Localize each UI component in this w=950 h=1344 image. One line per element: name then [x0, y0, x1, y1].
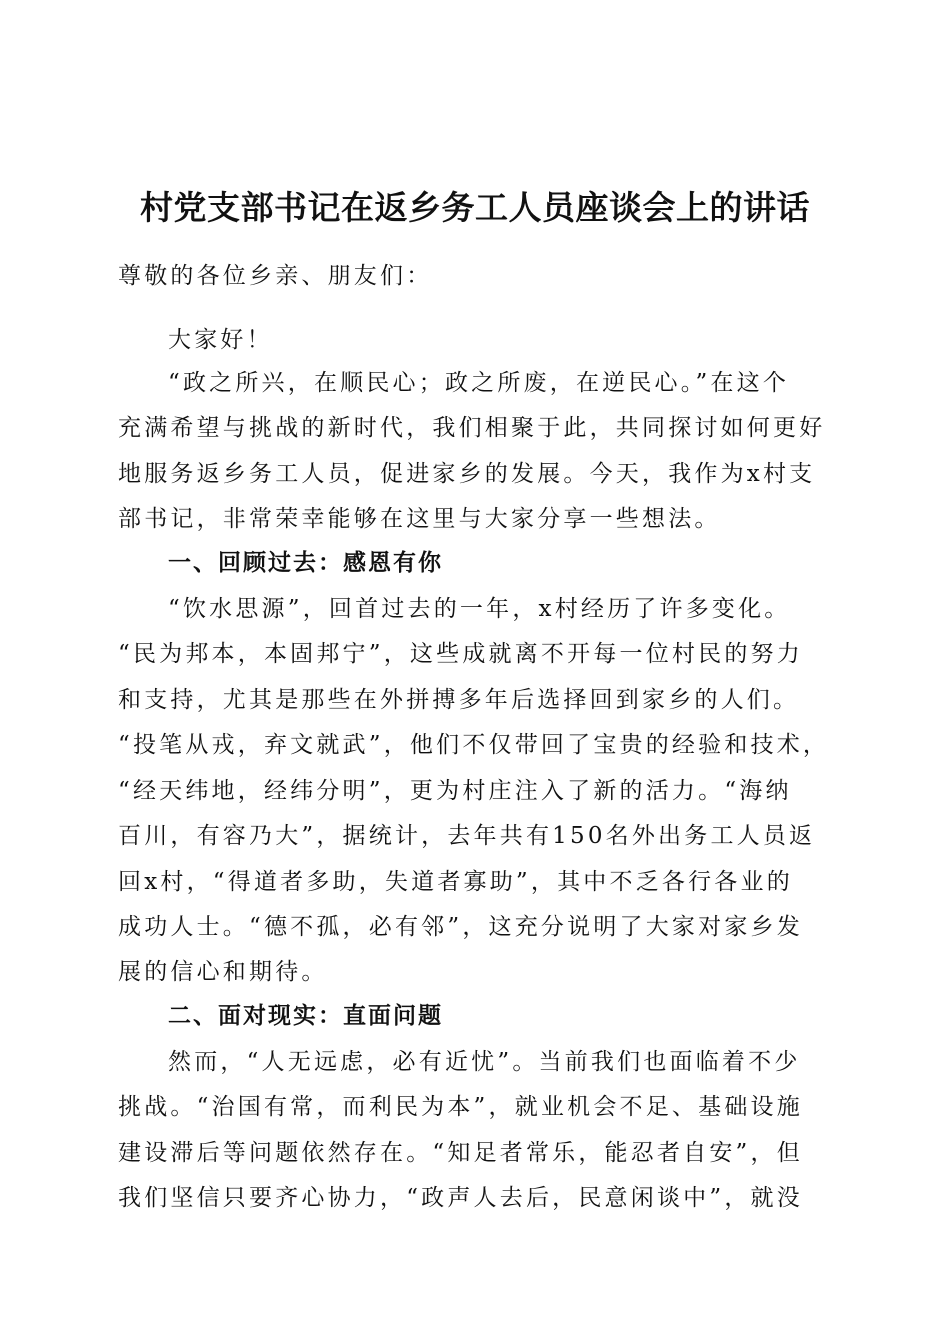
paragraph-line: “饮水思源”，回首过去的一年，x村经历了许多变化。: [168, 596, 791, 622]
paragraph-line: 成功人士。“德不孤，必有邻”，这充分说明了大家对家乡发: [118, 914, 803, 940]
paragraph-line: “经天纬地，经纬分明”，更为村庄注入了新的活力。“海纳: [118, 778, 792, 804]
paragraph-line: 然而，“人无远虑，必有近忧”。当前我们也面临着不少: [168, 1049, 801, 1075]
paragraph-line: “政之所兴，在顺民心；政之所废，在逆民心。”在这个: [168, 370, 790, 396]
section-heading-2: 二、面对现实：直面问题: [168, 1003, 443, 1029]
paragraph-line: “投笔从戎，弃文就武”，他们不仅带回了宝贵的经验和技术，: [118, 732, 830, 758]
salutation: 尊敬的各位乡亲、朋友们：: [118, 263, 433, 289]
paragraph-line: 和支持，尤其是那些在外拼搏多年后选择回到家乡的人们。: [118, 687, 800, 713]
paragraph-line: 展的信心和期待。: [118, 959, 328, 985]
document-title: 村党支部书记在返乡务工人员座谈会上的讲话: [140, 188, 810, 227]
paragraph-line: 回x村，“得道者多助，失道者寡助”，其中不乏各行各业的: [118, 869, 793, 895]
paragraph-line: 建设滞后等问题依然存在。“知足者常乐，能忍者自安”，但: [118, 1140, 803, 1166]
paragraph-line: 我们坚信只要齐心协力，“政声人去后，民意闲谈中”，就没: [118, 1185, 803, 1211]
paragraph-line: “民为邦本，本固邦宁”，这些成就离不开每一位村民的努力: [118, 641, 803, 667]
paragraph-line: 部书记，非常荣幸能够在这里与大家分享一些想法。: [118, 506, 721, 532]
paragraph-line: 地服务返乡务工人员，促进家乡的发展。今天，我作为x村支: [118, 461, 816, 487]
paragraph-line: 充满希望与挑战的新时代，我们相聚于此，共同探讨如何更好: [118, 415, 826, 441]
greeting: 大家好！: [168, 327, 273, 353]
paragraph-line: 百川，有容乃大”，据统计，去年共有150名外出务工人员返: [118, 823, 816, 849]
paragraph-line: 挑战。“治国有常，而利民为本”，就业机会不足、基础设施: [118, 1094, 803, 1120]
section-heading-1: 一、回顾过去：感恩有你: [168, 550, 443, 576]
